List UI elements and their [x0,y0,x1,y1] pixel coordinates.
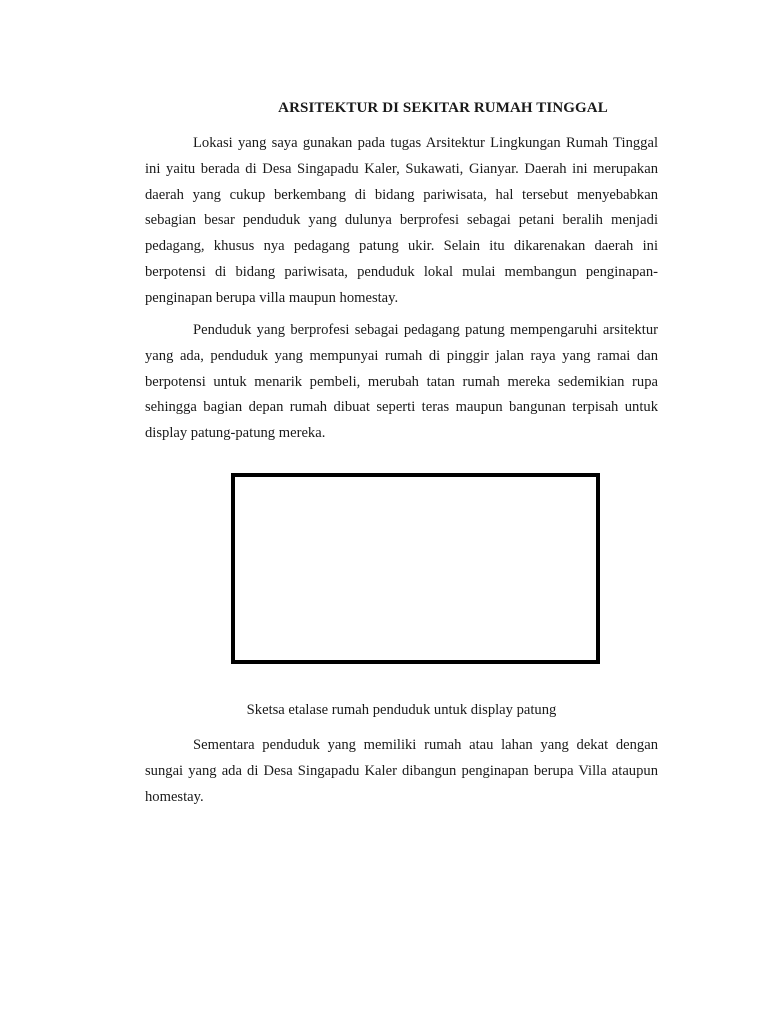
sketch-figure-frame [231,473,600,664]
figure-caption: Sketsa etalase rumah penduduk untuk display patung [246,702,557,718]
document-title: ARSITEKTUR DI SEKITAR RUMAH TINGGAL [278,100,608,116]
paragraph-3: Sementara penduduk yang memiliki rumah atau lahan yang dekat dengan sungai yang ada di Desa Singapadu Kaler dibangun penginapan berupa Villa ataupun homestay. [145,737,658,805]
paragraph-2: Penduduk yang berprofesi sebagai pedagang patung mempengaruhi arsitektur yang ada, penduduk yang mempunyai rumah di pinggir jalan raya yang ramai dan berpotensi untuk menarik pembeli, merubah tatan rumah mereka sedemikian rupa sehingga bagian depan rumah dibuat seperti teras maupun bangunan terpisah untuk display patung-patung mereka. [145,322,658,442]
paragraph-1: Lokasi yang saya gunakan pada tugas Arsitektur Lingkungan Rumah Tinggal ini yaitu berada di Desa Singapadu Kaler, Sukawati, Gianyar. Daerah ini merupakan daerah yang cukup berkembang di bidang pariwisata, hal tersebut menyebabkan sebagian besar penduduk yang dulunya berprofesi sebagai petani beralih menjadi pedagang, khusus nya pedagang patung ukir. Selain itu dikarenakan daerah ini berpotensi di bidang pariwisata, penduduk lokal mulai membangun penginapan-penginapan berupa villa maupun homestay. [145,135,658,306]
